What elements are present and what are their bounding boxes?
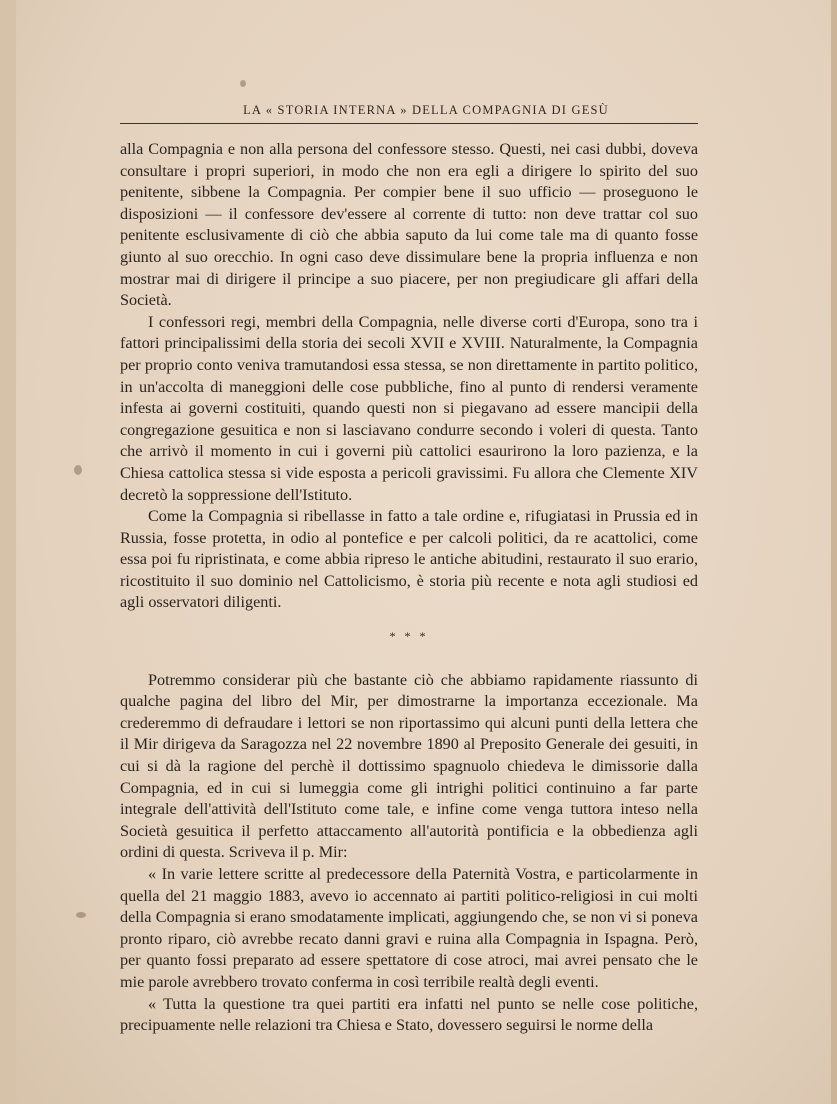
paper-stain <box>74 465 82 475</box>
paper-stain <box>76 912 86 918</box>
paragraph: I confessori regi, membri della Compagnia, nelle diverse corti d'Europa, sono tra i fattori principalissimi della storia dei secoli XVII e XVIII. Naturalmente, la Compagnia per proprio conto veniva tramutandosi essa stessa, se non direttamente in partito politico, in un'accolta di maneggioni delle cose pubbliche, fino al punto di rendersi veramente infesta ai governi costituiti, quando questi non si piegavano ad essere mancipii della congregazione gesuitica e non si lasciavano condurre secondo i voleri di questa. Tanto che arrivò il momento in cui i governi più cattolici esaurirono la loro pazienza, e la Chiesa cattolica stessa si vide esposta a pericoli gravissimi. Fu allora che Clemente XIV decretò la soppressione dell'Istituto. <box>120 312 698 504</box>
quote-paragraph: « Tutta la questione tra quei partiti era infatti nel punto se nelle cose politiche, precipuamente nelle relazioni tra Chiesa e Stato, dovessero seguirsi le norme della <box>120 994 698 1035</box>
running-head: LA « STORIA INTERNA » DELLA COMPAGNIA DI GESÙ <box>243 103 609 117</box>
quote-paragraph: « In varie lettere scritte al predecessore della Paternità Vostra, e particolarmente in quella del 21 maggio 1883, avevo io accennato ai partiti politico-religiosi in cui molti della Compagnia si erano smodatamente implicati, aggiungendo che, se non vi si poneva pronto riparo, ciò avrebbe recato danni gravi e ruina alla Compagnia in Ispagna. Però, per quanto fossi preparato ad essere spettatore di cose atroci, mai avrei pensato che le mie parole avrebbero trovato conferma in così terribile realtà degli eventi. <box>120 865 698 991</box>
paragraph: Potremmo considerar più che bastante ciò che abbiamo rapidamente riassunto di qualche pagina del libro del Mir, per dimostrarne la importanza eccezionale. Ma crederemmo di defraudare i lettori se non riportassimo qui alcuni punti della lettera che il Mir dirigeva da Saragozza nel 22 novembre 1890 al Preposito Generale dei gesuiti, in cui si dà la ragione del perchè il dottissimo spagnuolo chiedeva le dimissorie dalla Compagnia, ed in cui si lumeggia come gli intrighi politici continuino a far parte integrale dell'attività dell'Istituto come tale, e infine come venga tuttora inteso nella Società gesuitica il perfetto attaccamento all'autorità pontificia e la obbedienza agli ordini di questa. Scriveva il p. Mir: <box>120 670 698 862</box>
paragraph: alla Compagnia e non alla persona del confessore stesso. Questi, nei casi dubbi, doveva consultare i propri superiori, in modo che non era egli a dirigere lo spirito del suo penitente, sibbene la Compagnia. Per compier bene il suo ufficio — proseguono le disposizioni — il confessore dev'essere al corrente di tutto: non deve trattar col suo penitente esclusivamente di ciò che abbia saputo da lui come tale ma di quanto fosse giunto al suo orecchio. In ogni caso deve dissimulare bene la propria influenza e non mostrar mai di dirigere il principe a suo piacere, per non pregiudicare gli affari della Società. <box>120 140 698 310</box>
body-text <box>120 139 698 1037</box>
header-rule <box>120 123 698 124</box>
paper-stain <box>240 80 246 87</box>
paragraph: Come la Compagnia si ribellasse in fatto a tale ordine e, rifugiatasi in Prussia ed in Russia, fosse protetta, in odio al pontefice e per calcoli politici, da re acattolici, come essa poi fu ripristinata, e come abbia ripreso le antiche abitudini, restaurato il suo erario, ricostituito il suo dominio nel Cattolicismo, è storia più recente e nota agli studiosi ed agli osservatori diligenti. <box>120 507 698 612</box>
section-separator: * * * <box>389 629 429 644</box>
